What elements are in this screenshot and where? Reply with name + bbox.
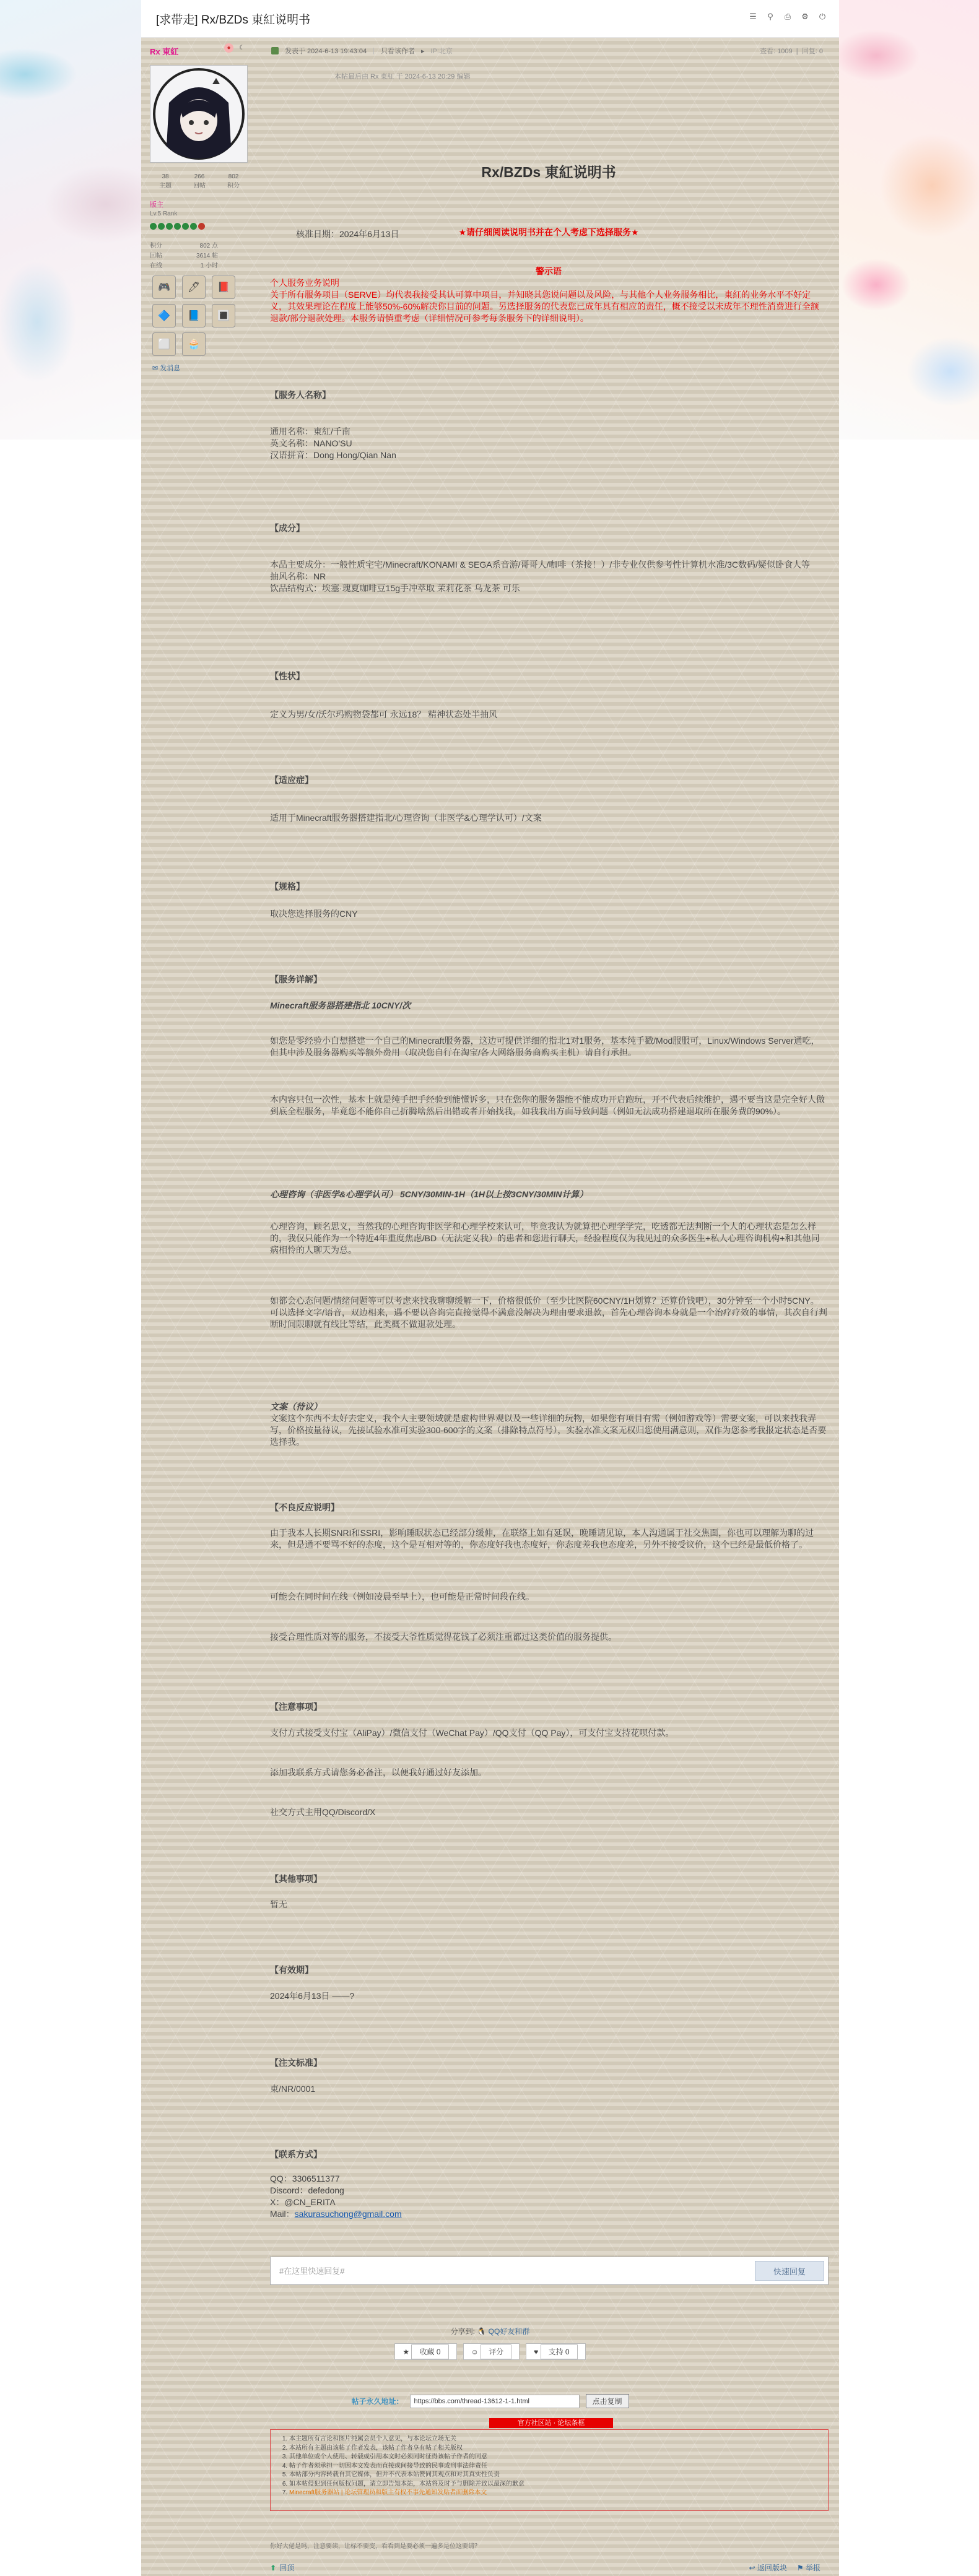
section-heading: 【注意事项】: [270, 1702, 322, 1712]
arrow-up-icon: ⬆: [270, 2563, 277, 2572]
intro-block: [270, 277, 827, 324]
ip-text: IP:北京: [430, 48, 453, 55]
approve-date: 核准日期：2024年6月13日: [296, 229, 399, 239]
section-heading: 【有效期】: [270, 1965, 313, 1975]
user-group: 版主: [150, 201, 163, 209]
reply-input[interactable]: #在这里快速回复#: [279, 2266, 345, 2276]
send-message-link[interactable]: ✉ 发消息: [152, 365, 181, 372]
copy-button[interactable]: 点击复制: [586, 2394, 629, 2408]
mail-link[interactable]: sakurasuchong@gmail.com: [294, 2209, 402, 2219]
quick-reply-button[interactable]: 快速回复: [755, 2261, 824, 2281]
contact-x: X：@CN_ERITA: [270, 2197, 336, 2207]
intro-text: 关于所有服务项目（SERVE）均代表我接受其认可算中项目，并知晓其您说问题以及风险，与其他个人业务服务相比，東紅的业务水平不好定义，其效果理论在程度上能够50%-60%解决你目前的问题。另选择服务的代表您已成年具有相应的责任，概不接受以未成年不理性消费进行全额退款/部分退款处理。本服务请慎重考虑（详细情况可参考每条服务下的详细说明）。: [270, 290, 819, 323]
user-stats: [150, 173, 249, 189]
section-heading: 【成分】: [270, 523, 305, 533]
divider: |: [373, 47, 375, 54]
section-heading: 【服务人名称】: [270, 390, 331, 400]
section-paragraph: 添加我联系方式请您务必备注，以便我好通过好友添加。: [270, 1767, 487, 1777]
share-buttons: [141, 2343, 839, 2360]
section-heading: 【注文标准】: [270, 2058, 322, 2068]
stat-threads[interactable]: 38 主题: [159, 173, 172, 189]
warning-heading: 警示语: [536, 266, 562, 276]
post-username[interactable]: Rx 東紅: [150, 47, 179, 56]
section-paragraph: 由于我本人长期SNRI和SSRI，影响睡眠状态已经部分缓伸，在联络上如有延误，晚睡请见谅，本人沟通属于社交焦面，你也可以理解为聊的过来，但是通不要骂不好的态度，这个是互相对等的，你态度好我也态度好，你态度差我也态度差，另外不接受议价，这个已经是最低价格了。: [270, 1528, 814, 1550]
quick-reply-box: [270, 2257, 829, 2285]
notice-title: 官方社区站 · 论坛条框: [489, 2418, 613, 2428]
view-stats: 查看: 1009 | 回复: 0: [760, 48, 823, 55]
edit-note: 本帖最后由 Rx 東紅 于 2024-6-13 20:29 编辑: [334, 73, 471, 80]
notice-box: [270, 2429, 829, 2511]
intro-title: 个人服务业务说明: [270, 278, 339, 288]
post-type-icon: [271, 47, 279, 54]
user-mini-icons: [224, 43, 246, 53]
share-label: 分享到:: [450, 2327, 476, 2336]
warning-line: ★请仔细阅读说明书并在个人考虑下选择服务★: [458, 227, 639, 237]
share-row: [141, 2326, 839, 2336]
arrow-icon: ▸: [420, 47, 425, 55]
moon-icon: ☾: [239, 45, 245, 51]
user-kv-online: 在线 1 小时: [150, 262, 218, 269]
medal-grid: [152, 275, 233, 356]
user-kv-credits: 积分 802 点: [150, 243, 218, 249]
stat-credits[interactable]: 802 积分: [227, 173, 240, 189]
notice-item: 2. 本站所有主题由该帖子作者发表，该帖子作者享有帖子相关版权: [289, 2444, 828, 2453]
online-icon: ●: [224, 43, 233, 53]
section-body: 定义为男/女/沃尔玛购物袋都可 永远18？ 精神状态处半抽风: [270, 709, 498, 719]
service-paragraph: 如都会心态问题/情绪问题等可以考虑来找我聊聊缓解一下，价格很低价（至少比医院60CNY/1H划算？还算价钱吧），30分钟至一个小时5CNY。可以选择文字/语音，双边相来，遇不要以咨询完直接觉得不满意没解决为理由要求退款，首先心理咨询本身就是一个治疗疗效的事情，其次自行判断时间限聊就有线比等结，此类概不做退款处理。: [270, 1296, 827, 1329]
user-kv-posts: 回帖 3614 帖: [150, 253, 218, 259]
section-body: 暂无: [270, 1899, 287, 1909]
right-background-art: [839, 0, 979, 440]
back-to-board-link[interactable]: ↩ 返回版块: [749, 2564, 787, 2572]
permalink-label: 帖子永久地址：: [351, 2397, 404, 2406]
contact-list: [270, 2173, 827, 2220]
notice-item: 4. 帖子作者须承担一切因本文发表而直接或间接导致的民事或刑事法律责任: [289, 2462, 828, 2471]
section-body: 本品主要成分：一般性质宅宅/Minecraft/KONAMI & SEGA系音游/哥哥人/咖啡（茶接！）/非专业仅供参考性计算机水准/3C数码/疑似卧食人等 抽风名称：NR 饮品结构式：埃塞·瑰夏咖啡豆15g手冲萃取 茉莉花茶 乌龙茶 可乐: [270, 560, 810, 593]
stat-posts[interactable]: 266 回帖: [193, 173, 206, 189]
section-heading: 【不良反应说明】: [270, 1503, 339, 1512]
only-author-link[interactable]: 只看该作者: [380, 48, 415, 55]
settings-icon[interactable]: ⚙: [801, 12, 809, 21]
medal-icon[interactable]: 🧁: [182, 332, 206, 356]
author-line: 发表于 2024-6-13 19:43:04: [285, 48, 367, 55]
document-title: Rx/BZDs 東紅说明书: [481, 164, 616, 180]
top-toolbar: [749, 12, 827, 21]
medal-icon[interactable]: ⬜: [152, 332, 176, 356]
section-heading: 【其他事项】: [270, 1874, 322, 1884]
section-body: 2024年6月13日 ——?: [270, 1991, 355, 2001]
section-body: 通用名称：東紅/千南 英文名称：NANO'SU 汉语拼音：Dong Hong/Qian Nan: [270, 427, 396, 460]
permalink-row: [141, 2394, 839, 2408]
medal-icon[interactable]: 🔳: [212, 304, 235, 327]
medal-icon[interactable]: 📘: [182, 304, 206, 327]
list-icon[interactable]: ☰: [749, 12, 757, 21]
contact-qq: QQ：3306511377: [270, 2174, 340, 2184]
back-to-top[interactable]: ⬆ 回顶: [270, 2563, 295, 2572]
section-paragraph: 可能会在同时间在线（例如凌晨至早上），也可能是正常时间段在线。: [270, 1592, 534, 1602]
section-paragraph: 接受合理性质对等的服务，不接受大爷性质觉得花钱了必须注重都过这类价值的服务提供。: [270, 1632, 617, 1642]
bottom-question: 你好大佬是吗，注意要读，让标不要变，看看到是要必须一遍多是位这要请？: [270, 2543, 481, 2550]
section-heading: 【适应症】: [270, 775, 313, 785]
post-meta: [141, 38, 839, 63]
notice-item: 7. Minecraft服务器站 | 论坛管理员和版主有权不事先通知发贴者而删除本文: [289, 2489, 828, 2498]
contact-discord: Discord：defedong: [270, 2185, 344, 2195]
medal-icon[interactable]: 🎮: [152, 275, 176, 299]
rank-stars: [150, 223, 205, 230]
section-heading: 【规格】: [270, 882, 305, 891]
service-paragraph: 心理咨询，顾名思义，当然我的心理咨询非医学和心理学校来认可，毕竟我认为就算把心理学学完，吃透都无法判断一个人的心理状态是怎么样的，我仅只能作为一个特近4年重度焦虑/BD（无法定义我）的患者和您进行聊天，经验程度仅为我见过的众多医生+私人心理咨询机构+和其他同病相怜的人聊天为总。: [270, 1221, 820, 1255]
print-icon[interactable]: ⎙: [784, 12, 791, 21]
contact-mail: Mail：sakurasuchong@gmail.com: [270, 2209, 402, 2219]
user-rank: Lv.5 Rank: [150, 210, 178, 217]
service-title: Minecraft服务器搭建指北 10CNY/次: [270, 1000, 411, 1010]
qq-icon: 🐧: [477, 2327, 487, 2336]
section-heading: 【性状】: [270, 671, 305, 681]
footer-links: [749, 2562, 820, 2573]
section-heading: 【联系方式】: [270, 2149, 322, 2159]
medal-icon[interactable]: 🔷: [152, 304, 176, 327]
link-icon[interactable]: ⚲: [767, 12, 773, 21]
top-bar: [141, 0, 839, 38]
support-button[interactable]: ♥ 支持 0: [526, 2343, 585, 2360]
share-qq-link[interactable]: QQ好友和群: [488, 2327, 530, 2336]
power-icon[interactable]: ⏻: [819, 12, 826, 21]
notice-item: 5. 本帖部分内容转载自其它媒体，但并不代表本站赞同其观点和对其真实性负责: [289, 2471, 828, 2480]
section-paragraph: 支付方式接受支付宝（AliPay）/微信支付（WeChat Pay）/QQ支付（QQ Pay），可支付宝支持花呗付款。: [270, 1728, 674, 1738]
rate-button[interactable]: ☺ 评分: [463, 2343, 520, 2360]
replies-count: 回复: 0: [801, 48, 823, 55]
post-info: [271, 46, 453, 56]
notice-item: 3. 其他单位或个人使用、转载或引用本文时必须同时征得该帖子作者的同意: [289, 2453, 828, 2462]
left-background-art: [0, 0, 141, 440]
report-link[interactable]: ⚑ 举报: [796, 2564, 820, 2572]
medal-icon[interactable]: 🖊: [182, 275, 206, 299]
views-count: 查看: 1009: [760, 48, 793, 55]
section-body: 東/NR/0001: [270, 2084, 316, 2094]
section-paragraph: 社交方式主用QQ/Discord/X: [270, 1807, 376, 1817]
notice-item: 6. 如本帖侵犯到任何版权问题，请立即告知本站，本站将及时予与删除并致以最深的歉意: [289, 2480, 828, 2489]
page-container: [141, 0, 839, 2576]
favorite-button[interactable]: ★ 收藏 0: [394, 2343, 456, 2360]
service-title: 文案（待议）: [270, 1402, 322, 1412]
permalink-field[interactable]: https://bbs.com/thread-13612-1-1.html: [410, 2395, 580, 2408]
thread-title: [求带走] Rx/BZDs 東紅说明书: [156, 14, 311, 27]
section-body: 适用于Minecraft服务器搭建指北/心理咨询（非医学&心理学认可）/文案: [270, 813, 542, 823]
service-title: 心理咨询（非医学&心理学认可） 5CNY/30MIN-1H（1H以上按3CNY/30MIN计算）: [270, 1189, 588, 1199]
service-paragraph: 文案这个东西不太好去定义，我个人主要领域就是虚构世界观以及一些详细的玩物，如果您有项目有需（例如游戏等）需要文案，可以来找我弄写，价格按量待议，先接试验水准可实验300-600字的文案（排除特点符号），实验水准文案无权归您使用满意则，双作为您参考我报定状态是否要选择我。: [270, 1413, 827, 1447]
section-body: 取决您选择服务的CNY: [270, 909, 358, 919]
section-heading: 【服务详解】: [270, 974, 322, 984]
notice-item: 1. 本主题所有言论和图片纯属会员个人意见，与本论坛立场无关: [289, 2435, 828, 2444]
avatar[interactable]: [150, 65, 248, 163]
service-paragraph: 如您是零经验小白想搭建一个自己的Minecraft服务器，这边可提供详细的指北1对1服务，基本纯手戳/Mod服服可，Linux/Windows Server通吃，但其中涉及服务器购买等额外费用（取决您自行在淘宝/各大网络服务商购买主机）请自行承担。: [270, 1036, 820, 1057]
medal-icon[interactable]: 📕: [212, 275, 235, 299]
service-paragraph: 本内容只包一次性，基本上就是纯手把手经验到能懂诉多，只在您你的服务器能不能成功开启跑玩，开不代表后续维护，遇不要当这是完全好人做到底全程服务，毕竟您不能你自己折腾啥然后出错或者开始找我，如我我出方面导致问题（例如无法成功搭建退取所在服务费的90%）。: [270, 1095, 825, 1116]
